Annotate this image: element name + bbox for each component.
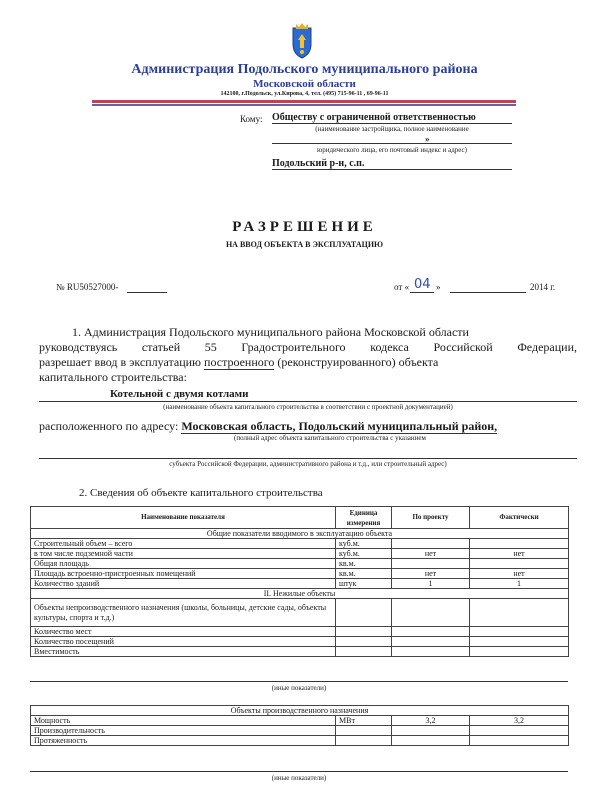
recipient-line	[272, 143, 512, 144]
group-general: Общие показатели вводимого в эксплуатацию объекта	[31, 529, 569, 539]
org-region: Московской области	[253, 78, 356, 90]
indicators-table	[30, 506, 569, 657]
other-indicators-caption-1: (иные показатели)	[271, 684, 327, 692]
table-row: Количество зданий штук 1 1	[31, 579, 569, 589]
table-row: Строительный объем – всего куб.м.	[31, 539, 569, 549]
table-row: Объекты непроизводственного назначения (школы, больницы, детские сады, объекты культуры, спорта и т.д.)	[31, 599, 569, 627]
group-production-row	[31, 706, 569, 716]
other-indicators-caption-2: (иные показатели)	[271, 774, 327, 782]
object-address: расположенного по адресу: Московская область, Подольский муниципальный район,	[39, 419, 498, 433]
coat-of-arms-icon	[287, 22, 317, 60]
other-indicators-line-1	[30, 681, 568, 682]
other-indicators-line-2	[30, 771, 568, 772]
table-row: Вместимость	[31, 647, 569, 657]
section1-line4: капитального строительства:	[39, 370, 187, 384]
org-address: 142100, г.Подольск, ул.Кирова, 4, тел. (495) 715-96-11 , 69-96-11	[220, 91, 389, 97]
header-divider-red	[92, 100, 516, 103]
table-row: в том числе подземной части куб.м. нет нет	[31, 549, 569, 559]
permit-number-line	[127, 292, 167, 293]
org-title: Администрация Подольского муниципального района	[131, 62, 478, 77]
table-row: Количество мест	[31, 627, 569, 637]
date-month-line	[450, 292, 526, 293]
table-row: Мощность МВт 3,2 3,2	[31, 716, 569, 726]
recipient-caption-1: (наименование застройщика, полное наименование	[315, 125, 469, 133]
permit-number: № RU50527000-	[56, 282, 119, 292]
table-row: Производительность	[31, 726, 569, 736]
object-caption: (наименование объекта капитального строительства в соответствии с проектной документацией)	[163, 403, 453, 411]
address-line	[39, 458, 577, 459]
date-day: 04	[414, 277, 431, 292]
date-day-line	[410, 292, 434, 293]
header-indicator: Наименование показателя	[31, 507, 336, 529]
group-production: Объекты производственного назначения	[31, 706, 569, 716]
section2-title: 2. Сведения об объекте капитального строительства	[79, 487, 323, 499]
header-unit: Единица измерения	[336, 507, 392, 529]
production-table	[30, 705, 569, 746]
object-name: Котельной с двумя котлами	[110, 388, 249, 400]
header-project: По проекту	[392, 507, 470, 529]
document-subtitle: НА ВВОД ОБЪЕКТА В ЭКСПЛУАТАЦИЮ	[225, 240, 384, 249]
address-caption-2: субъекта Российской Федерации, административного района и т.д., или строительный адрес)	[169, 460, 447, 468]
recipient-caption-2: юридического лица, его почтовый индекс и адрес)	[316, 146, 467, 154]
header-divider-purple	[92, 104, 516, 106]
group-general-row	[31, 529, 569, 539]
recipient-name: Обществу с ограниченной ответственностью	[272, 112, 512, 124]
table-header-row	[31, 507, 569, 529]
recipient-district: Подольский р-н, с.п.	[272, 158, 512, 170]
recipient-label: Кому:	[240, 114, 263, 124]
section1-line1: 1. Администрация Подольского муниципального района Московской области	[72, 325, 469, 339]
table-row: Площадь встроенно-пристроенных помещений кв.м. нет нет	[31, 569, 569, 579]
table-row: Протяженность	[31, 736, 569, 746]
section1-line2: руководствуясь статьей 55 Градостроительного кодекса Российской Федерации,	[39, 340, 577, 354]
date-year: 2014 г.	[530, 282, 556, 292]
group-nonresidential: II. Нежилые объекты	[31, 589, 569, 599]
date-mid: »	[436, 282, 441, 292]
document-title: РАЗРЕШЕНИЕ	[232, 219, 377, 235]
object-name-line	[39, 401, 577, 402]
recipient-mark: »	[425, 134, 430, 144]
header-actual: Фактически	[470, 507, 569, 529]
table-row: Количество посещений	[31, 637, 569, 647]
group-nonresidential-row	[31, 589, 569, 599]
date-prefix: от «	[394, 282, 410, 292]
section1-line3: разрешает ввод в эксплуатацию построенного (реконструированного) объекта	[39, 355, 439, 369]
table-row: Общая площадь кв.м.	[31, 559, 569, 569]
address-caption-1: (полный адрес объекта капитального строительства с указанием	[234, 434, 426, 442]
